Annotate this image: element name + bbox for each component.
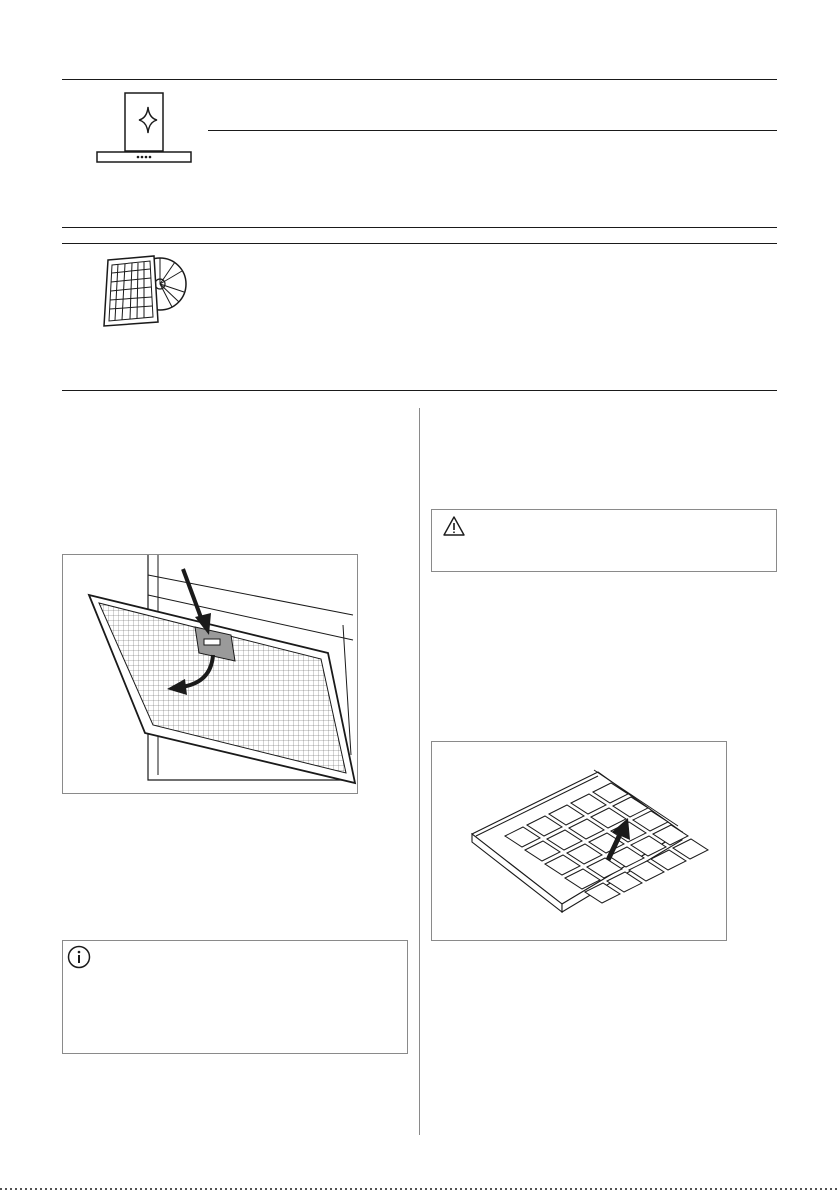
top-rule xyxy=(62,79,777,80)
grease-filter-figure xyxy=(62,554,358,794)
info-circle-icon xyxy=(67,945,91,969)
warning-note-box xyxy=(431,509,777,572)
column-divider xyxy=(419,408,420,1135)
section-heading-underline xyxy=(208,130,777,131)
section-bottom-rule xyxy=(62,390,777,391)
warning-triangle-icon xyxy=(442,515,466,537)
section-end-rule xyxy=(62,227,777,228)
info-note-box xyxy=(62,940,408,1054)
section-top-rule xyxy=(62,243,777,244)
carbon-filter-icon xyxy=(98,250,194,332)
cooker-hood-sparkle-icon xyxy=(94,90,194,165)
carbon-filter-figure xyxy=(431,741,727,941)
page-bottom-dashes xyxy=(0,1187,840,1192)
